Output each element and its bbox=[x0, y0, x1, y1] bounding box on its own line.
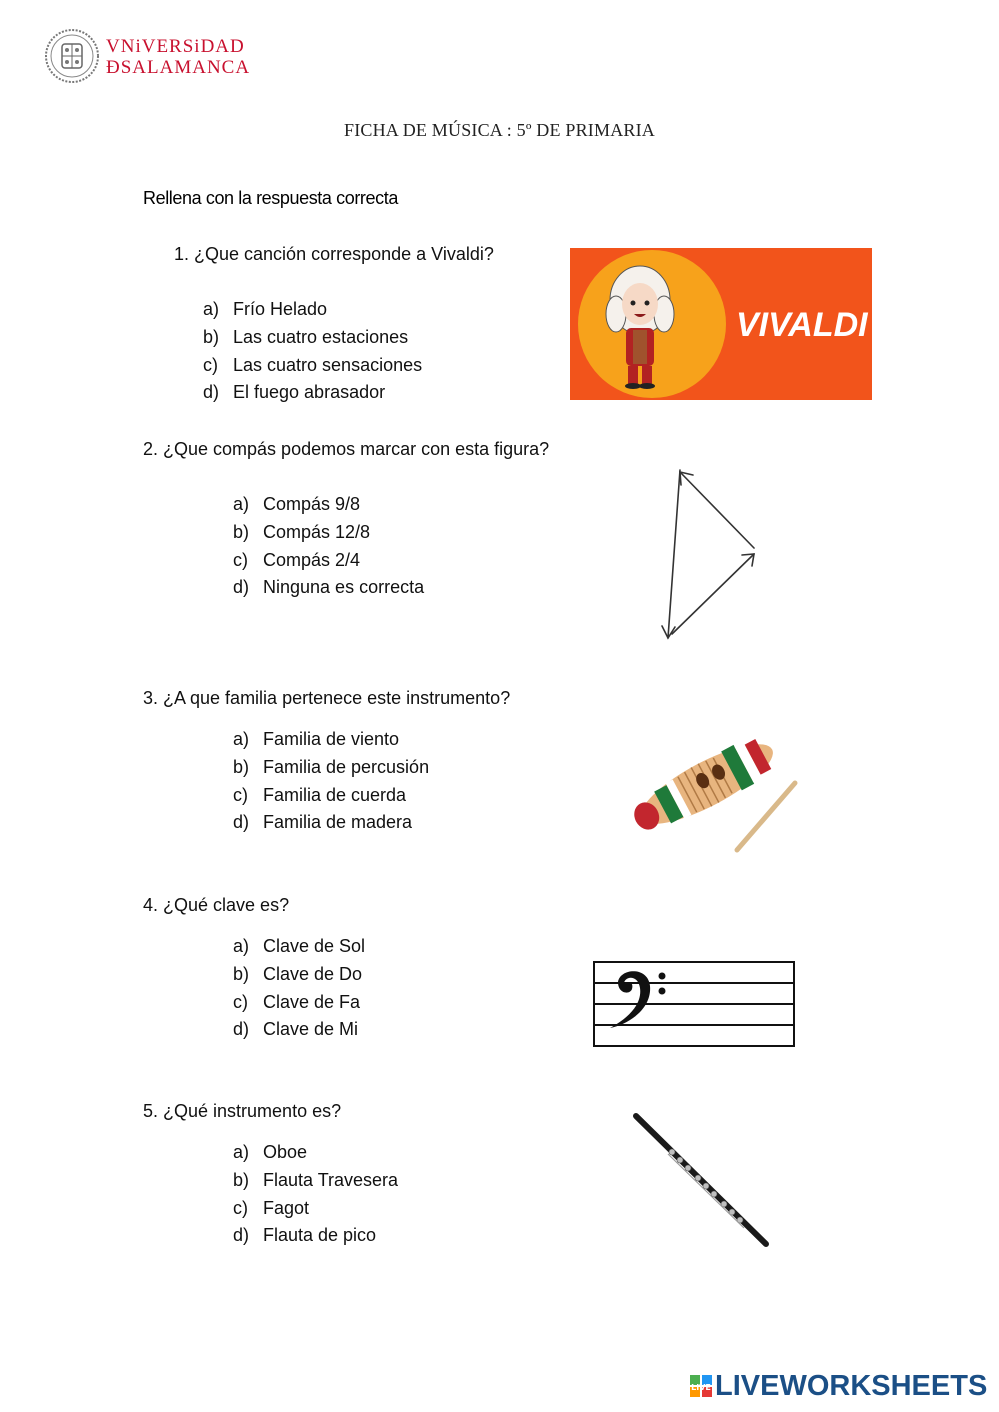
question-4-options bbox=[233, 936, 365, 1047]
guiro-instrument-image bbox=[625, 725, 800, 855]
option[interactable]: a) Familia de viento bbox=[233, 729, 400, 749]
svg-text:LIVE: LIVE bbox=[691, 1383, 711, 1392]
option[interactable]: c) Las cuatro sensaciones bbox=[203, 354, 423, 375]
option[interactable]: b) Flauta Travesera bbox=[233, 1169, 399, 1190]
option[interactable]: d) Familia de madera bbox=[233, 812, 413, 833]
question-1-options bbox=[203, 299, 422, 410]
question-5: 5. ¿Qué instrumento es? bbox=[143, 1101, 342, 1121]
liveworksheets-logo[interactable] bbox=[690, 1370, 987, 1402]
question-2-options bbox=[233, 494, 424, 605]
option[interactable]: d) Clave de Mi bbox=[233, 1019, 359, 1040]
liveworksheets-logo-text: LIVEWORKSHEETS bbox=[715, 1369, 988, 1402]
question-5-options bbox=[233, 1142, 398, 1253]
option[interactable]: d) Ninguna es correcta bbox=[233, 577, 425, 598]
option[interactable]: a) Compás 9/8 bbox=[233, 494, 361, 514]
university-name bbox=[106, 36, 250, 78]
vivaldi-caption: VIVALDI bbox=[736, 306, 868, 344]
option[interactable]: b) Clave de Do bbox=[233, 963, 363, 984]
option[interactable]: b) Las cuatro estaciones bbox=[203, 326, 409, 347]
option[interactable]: a) Oboe bbox=[233, 1142, 308, 1162]
university-name-line1: VNiVERSiDAD bbox=[106, 36, 245, 57]
option[interactable]: d) Flauta de pico bbox=[233, 1225, 377, 1246]
page-title: FICHA DE MÚSICA : 5º DE PRIMARIA bbox=[343, 120, 656, 140]
question-1: 1. ¿Que canción corresponde a Vivaldi? bbox=[174, 244, 494, 264]
option[interactable]: c) Familia de cuerda bbox=[233, 784, 407, 805]
flute-instrument-image bbox=[628, 1110, 773, 1250]
option[interactable]: b) Familia de percusión bbox=[233, 756, 430, 777]
option[interactable]: c) Fagot bbox=[233, 1197, 310, 1218]
vivaldi-illustration bbox=[570, 248, 872, 400]
university-name-line2: ÐSALAMANCA bbox=[106, 57, 251, 78]
bass-clef-staff-icon bbox=[590, 958, 798, 1050]
liveworksheets-mark-icon bbox=[690, 1375, 712, 1397]
question-2: 2. ¿Que compás podemos marcar con esta figura? bbox=[143, 439, 550, 459]
option[interactable]: a) Clave de Sol bbox=[233, 936, 366, 956]
option[interactable]: d) El fuego abrasador bbox=[203, 382, 386, 403]
question-3-options bbox=[233, 729, 429, 840]
option[interactable]: c) Compás 2/4 bbox=[233, 549, 361, 570]
conducting-pattern-icon bbox=[650, 462, 770, 642]
question-3: 3. ¿A que familia pertenece este instrumento? bbox=[143, 688, 511, 708]
instructions-heading: Rellena con la respuesta correcta bbox=[143, 188, 398, 208]
question-4: 4. ¿Qué clave es? bbox=[143, 895, 290, 915]
option[interactable]: c) Clave de Fa bbox=[233, 991, 361, 1012]
option[interactable]: a) Frío Helado bbox=[203, 299, 328, 319]
university-seal-icon bbox=[44, 28, 100, 84]
option[interactable]: b) Compás 12/8 bbox=[233, 521, 371, 542]
